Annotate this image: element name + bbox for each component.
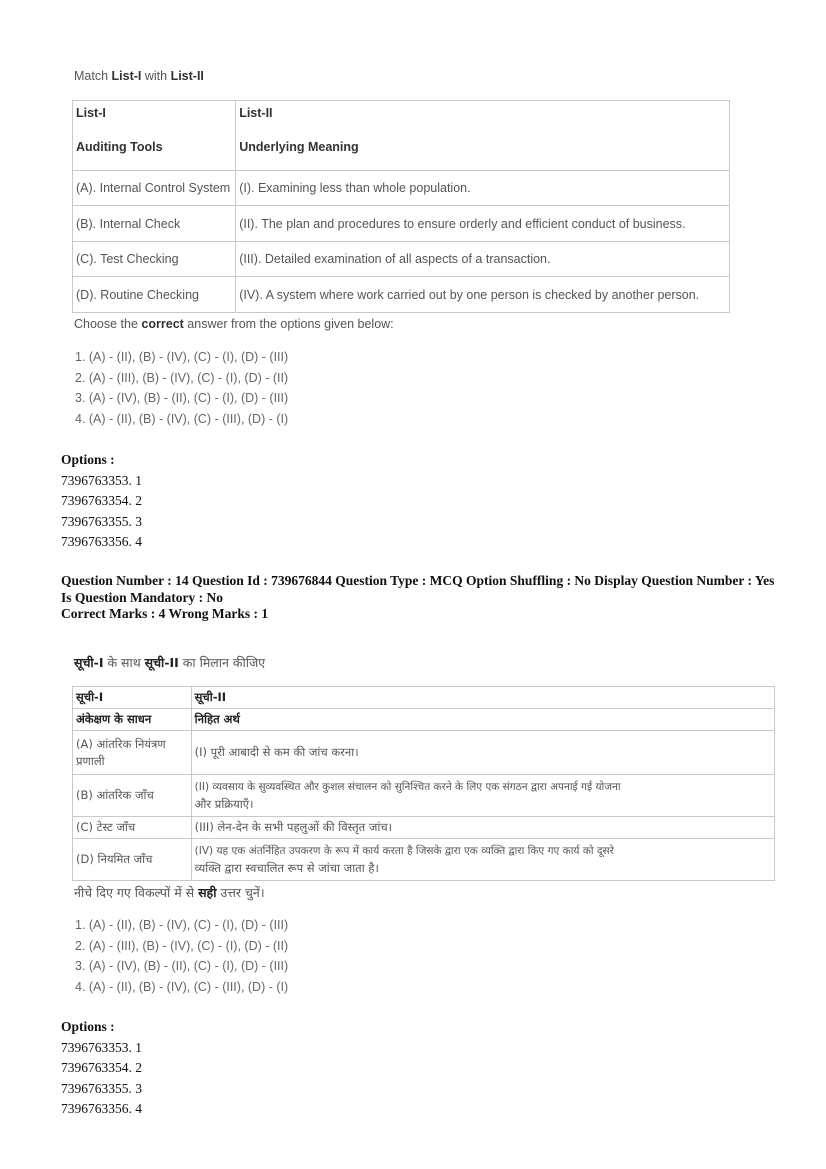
row-left-cell: (C) टेस्ट जाँच: [73, 817, 192, 839]
row-right-cell: (II). The plan and procedures to ensure orderly and efficient conduct of business.: [236, 206, 730, 242]
q13-match-table: [72, 100, 730, 313]
options-label: Options :: [61, 452, 115, 467]
question-meta-line: Question Number : 14 Question Id : 739676844 Question Type : MCQ Option Shuffling : No Display Question Number : Yes: [61, 573, 775, 588]
q13-choose-instruction: Choose the correct answer from the options given below:: [74, 317, 394, 331]
q14-choose-instruction: नीचे दिए गए विकल्पों में से सही उत्तर चुनें।: [74, 885, 265, 900]
row-left-cell: (A). Internal Control System: [73, 171, 236, 206]
answer-choice: 1. (A) - (II), (B) - (IV), (C) - (I), (D) - (III): [75, 918, 289, 932]
table-row: [73, 731, 775, 775]
row-left-cell: (A) आंतरिक नियंत्रण प्रणाली: [73, 731, 192, 775]
answer-choice: 3. (A) - (IV), (B) - (II), (C) - (I), (D) - (III): [75, 391, 289, 405]
row-right-cell: (I). Examining less than whole population.: [236, 171, 730, 206]
table-row: [73, 817, 775, 839]
q13-instruction: Match List-I with List-II: [74, 69, 204, 83]
table-row: [73, 171, 730, 206]
answer-choice: 1. (A) - (II), (B) - (IV), (C) - (I), (D) - (III): [75, 350, 289, 364]
q13-answer-choices: [75, 347, 288, 429]
row-right-cell: (III). Detailed examination of all aspects of a transaction.: [236, 242, 730, 277]
table-row: [73, 277, 730, 313]
answer-choice: 4. (A) - (II), (B) - (IV), (C) - (III), (D) - (I): [75, 411, 289, 426]
table-header-row: [73, 101, 730, 171]
col2-header: सूची-II: [191, 687, 774, 709]
row-right-cell: (IV). A system where work carried out by one person is checked by another person.: [236, 277, 730, 313]
q14-meta: [61, 573, 774, 623]
q14-instruction: सूची-I के साथ सूची-II का मिलान कीजिए: [74, 655, 266, 670]
col2-header: List-II Underlying Meaning: [236, 101, 730, 171]
option-item: 7396763353. 1: [61, 472, 142, 488]
answer-choice: 3. (A) - (IV), (B) - (II), (C) - (I), (D) - (III): [75, 959, 289, 973]
q13-options: [61, 450, 142, 553]
table-row: [73, 839, 775, 881]
table-row: [73, 242, 730, 277]
table-header-row: [73, 687, 775, 709]
table-row: [73, 206, 730, 242]
q14-options: [61, 1017, 142, 1120]
option-item: 7396763354. 2: [61, 493, 142, 508]
row-left-cell: (D) नियमित जाँच: [73, 839, 192, 881]
row-right-cell: (III) लेन-देन के सभी पहलुओं की विस्तृत जांच।: [191, 817, 774, 839]
q14-answer-choices: [75, 915, 288, 997]
option-item: 7396763354. 2: [61, 1060, 142, 1075]
option-item: 7396763356. 4: [61, 1101, 142, 1116]
answer-choice: 2. (A) - (III), (B) - (IV), (C) - (I), (D) - (II): [75, 370, 289, 385]
option-item: 7396763356. 4: [61, 534, 142, 549]
answer-choice: 2. (A) - (III), (B) - (IV), (C) - (I), (D) - (II): [75, 938, 289, 953]
option-item: 7396763353. 1: [61, 1039, 142, 1055]
options-label: Options :: [61, 1019, 115, 1034]
option-item: 7396763355. 3: [61, 1080, 142, 1096]
table-row: [73, 775, 775, 817]
q14-match-table: [72, 686, 775, 881]
row-left-cell: (B). Internal Check: [73, 206, 236, 242]
col1-subheader: अंकेक्षण के साधन: [73, 709, 192, 731]
option-item: 7396763355. 3: [61, 513, 142, 529]
question-meta-line: Is Question Mandatory : No: [61, 589, 224, 605]
table-header-row: [73, 709, 775, 731]
row-left-cell: (C). Test Checking: [73, 242, 236, 277]
row-left-cell: (D). Routine Checking: [73, 277, 236, 313]
col1-header: List-I Auditing Tools: [73, 101, 236, 171]
row-left-cell: (B) आंतरिक जाँच: [73, 775, 192, 817]
col2-subheader: निहित अर्थ: [191, 709, 774, 731]
row-right-cell: (II) व्यवसाय के सुव्यवस्थित और कुशल संचालन को सुनिश्चित करने के लिए एक संगठन द्वारा अपनाई गई योजना और प्रक्रियाएँ।: [191, 775, 774, 817]
row-right-cell: (IV) यह एक अंतर्निहित उपकरण के रूप में कार्य करता है जिसके द्वारा एक व्यक्ति द्वारा किए गए कार्य को दूसरे व्यक्ति द्वारा स्वचालित रूप से जांचा जाता है।: [191, 839, 774, 881]
row-right-cell: (I) पूरी आबादी से कम की जांच करना।: [191, 731, 774, 775]
answer-choice: 4. (A) - (II), (B) - (IV), (C) - (III), (D) - (I): [75, 979, 289, 994]
question-meta-line: Correct Marks : 4 Wrong Marks : 1: [61, 606, 269, 621]
col1-header: सूची-I: [73, 687, 192, 709]
